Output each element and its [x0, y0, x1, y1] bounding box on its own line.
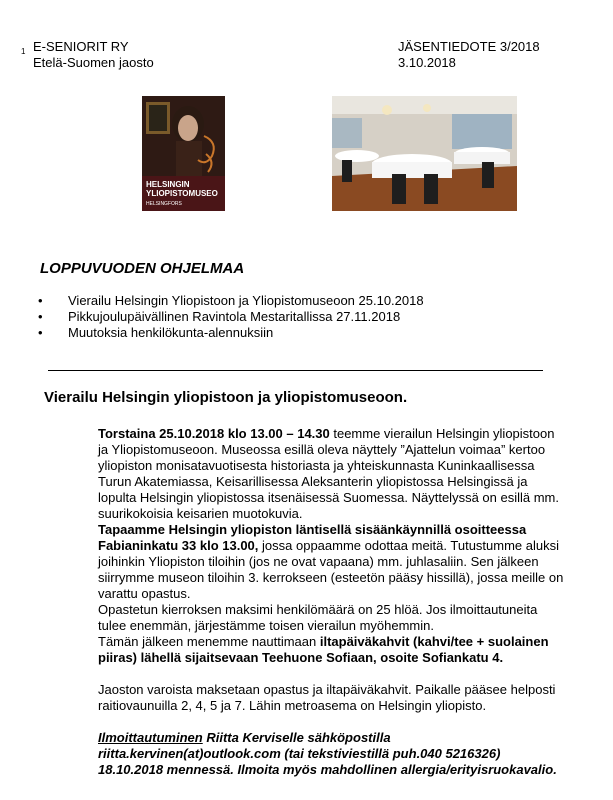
poster-text: HELSINGIN YLIOPISTOMUSEO HELSINGFORS	[146, 180, 218, 207]
org-block	[33, 39, 154, 71]
program-title: LOPPUVUODEN OHJELMAA	[40, 260, 245, 277]
restaurant-photo	[332, 96, 517, 211]
paragraph-registration: Ilmoittautuminen Riitta Kerviselle sähköpostilla riitta.kervinen(at)outlook.com (tai tekstiviestillä puh.040 5216326) 18.10.2018 mennessä. Ilmoita myös mahdollinen allergia/erityisruokavalio.	[98, 730, 557, 777]
museum-poster-image	[142, 96, 225, 211]
paragraph-max-participants: Opastetun kierroksen maksimi henkilömäärä on 25 hlöä. Jos ilmoittautuneita tulee enemmän, järjestämme toisen vierailun myöhemmin.	[98, 602, 538, 633]
newsletter-block	[398, 39, 540, 71]
paragraph-coffee: Tämän jälkeen menemme nauttimaan iltapäiväkahvit (kahvi/tee + suolainen piiras) lähellä sijaitsevaan Teehuone Sofiaan, osoite Sofiankatu 4.	[98, 634, 549, 665]
list-item: • Muutoksia henkilökunta-alennuksiin	[38, 325, 274, 340]
org-section: Etelä-Suomen jaosto	[33, 55, 154, 70]
section-title: Vierailu Helsingin yliopistoon ja yliopistomuseoon.	[44, 389, 408, 406]
divider	[48, 370, 543, 371]
article-body	[98, 426, 568, 778]
newsletter-date: 3.10.2018	[398, 55, 456, 70]
paragraph-transport: Jaoston varoista maksetaan opastus ja iltapäiväkahvit. Paikalle pääsee helposti raitiovaunuilla 2, 4, 5 ja 7. Lähin metroasema on Helsingin yliopisto.	[98, 682, 556, 713]
paragraph-meeting: Tapaamme Helsingin yliopiston läntisellä sisäänkäynnillä osoitteessa Fabianinkatu 33 klo 13.00, jossa oppaamme odottaa meitä. Tutustumme aluksi joihinkin Yliopiston tiloihin (jos ne ovat vapaana) mm. juhlasaliin. Sen jälkeen siirrymme museon tiloihin 3. kerrokseen (esteetön pääsy hissillä), jossa meille on varattu opastus.	[98, 522, 564, 601]
paragraph-visit: Torstaina 25.10.2018 klo 13.00 – 14.30 teemme vierailun Helsingin yliopistoon ja Yliopistomuseoon. Museossa esillä oleva näyttely ”Ajattelun voimaa” kertoo yliopiston monisatavuotisesta historiasta ja yhteiskunnasta Kuninkaallisessa Turun Akatemiassa, Keisarillisessa Aleksanterin yliopistossa Helsingissä ja lopulta Helsingin yliopistossa itsenäisessä Suomessa. Näyttelyssä on esillä mm. suurikokoisia keisarien muotokuvia.	[98, 426, 559, 521]
program-list	[38, 293, 424, 341]
page-marker: 1	[21, 47, 26, 56]
newsletter-number: JÄSENTIEDOTE 3/2018	[398, 39, 540, 54]
list-item: • Vierailu Helsingin Yliopistoon ja Yliopistomuseoon 25.10.2018	[38, 293, 424, 308]
list-item: • Pikkujoulupäivällinen Ravintola Mestaritallissa 27.11.2018	[38, 309, 401, 324]
org-name: E-SENIORIT RY	[33, 39, 129, 54]
